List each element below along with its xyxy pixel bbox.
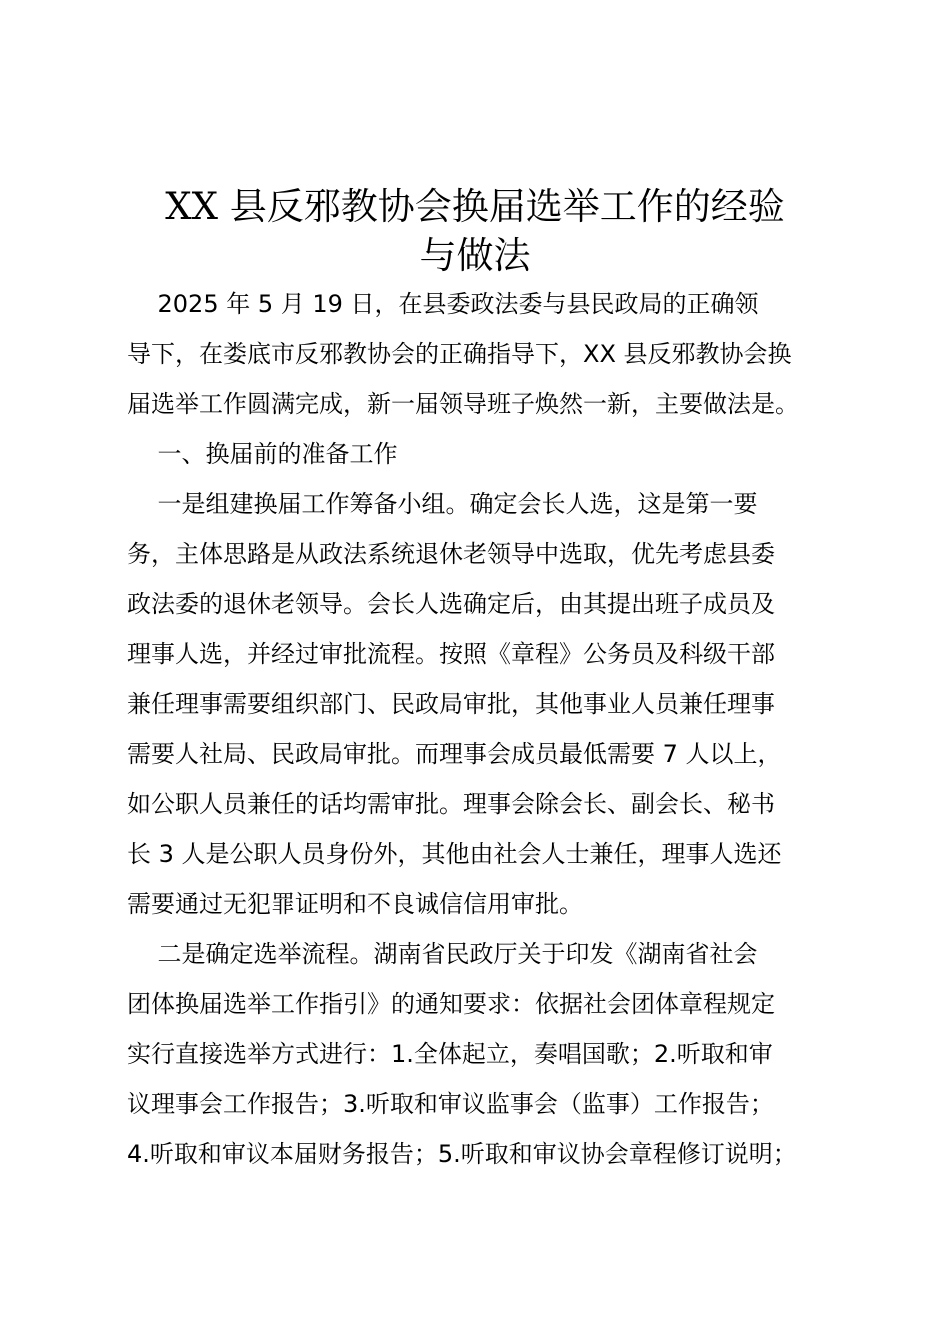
document-title-line-1: XX 县反邪教协会换届选举工作的经验 bbox=[165, 185, 785, 228]
paragraph-line: 需要人社局、民政局审批。而理事会成员最低需要 7 人以上， bbox=[127, 740, 782, 768]
section-heading: 一、换届前的准备工作 bbox=[127, 440, 398, 468]
paragraph-line: 实行直接选举方式进行：1.全体起立，奏唱国歌；2.听取和审 bbox=[127, 1040, 773, 1068]
paragraph-line: 需要通过无犯罪证明和不良诚信信用审批。 bbox=[127, 890, 583, 918]
paragraph-line: 导下，在娄底市反邪教协会的正确指导下，XX 县反邪教协会换 bbox=[127, 340, 792, 368]
paragraph-line: 政法委的退休老领导。会长人选确定后，由其提出班子成员及 bbox=[127, 590, 775, 618]
paragraph-line: 一是组建换届工作筹备小组。确定会长人选，这是第一要 bbox=[127, 490, 758, 518]
paragraph-line: 兼任理事需要组织部门、民政局审批，其他事业人员兼任理事 bbox=[127, 690, 775, 718]
paragraph-line: 务，主体思路是从政法系统退休老领导中选取，优先考虑县委 bbox=[127, 540, 775, 568]
paragraph-line: 二是确定选举流程。湖南省民政厅关于印发《湖南省社会 bbox=[127, 940, 758, 968]
paragraph-line: 4.听取和审议本届财务报告；5.听取和审议协会章程修订说明； bbox=[127, 1140, 797, 1168]
paragraph-line: 议理事会工作报告；3.听取和审议监事会（监事）工作报告； bbox=[127, 1090, 774, 1118]
paragraph-line: 届选举工作圆满完成，新一届领导班子焕然一新，主要做法是。 bbox=[127, 390, 799, 418]
paragraph-line: 2025 年 5 月 19 日，在县委政法委与县民政局的正确领 bbox=[127, 290, 759, 318]
paragraph-line: 理事人选，并经过审批流程。按照《章程》公务员及科级干部 bbox=[127, 640, 775, 668]
document-title-line-2: 与做法 bbox=[419, 234, 531, 277]
paragraph-line: 团体换届选举工作指引》的通知要求：依据社会团体章程规定 bbox=[127, 990, 775, 1018]
paragraph-line: 长 3 人是公职人员身份外，其他由社会人士兼任，理事人选还 bbox=[127, 840, 782, 868]
paragraph-line: 如公职人员兼任的话均需审批。理事会除会长、副会长、秘书 bbox=[127, 790, 775, 818]
